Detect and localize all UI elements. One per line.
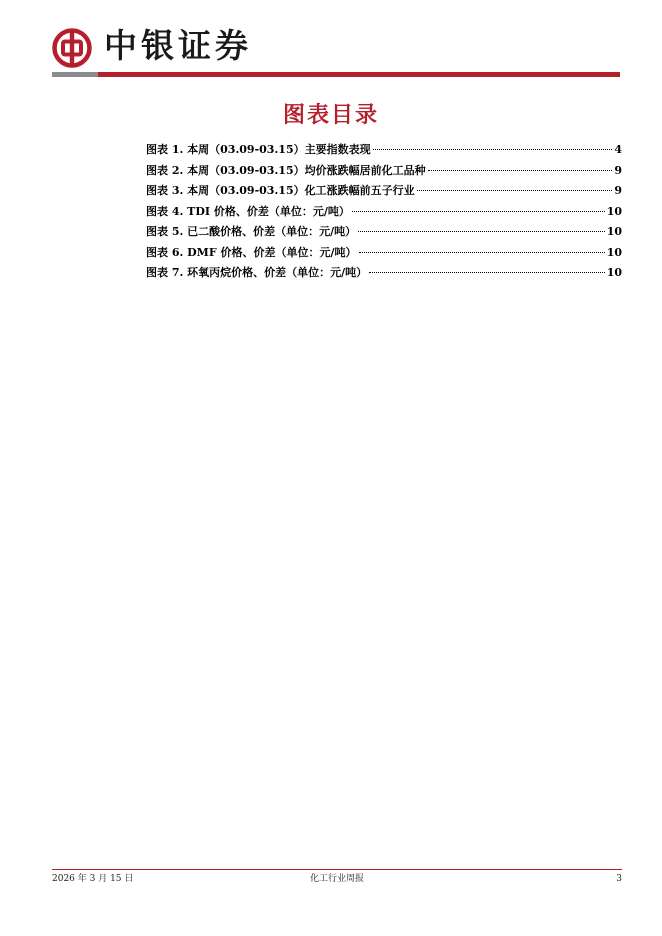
toc-entry[interactable] bbox=[146, 140, 622, 161]
toc-entry[interactable] bbox=[146, 161, 622, 182]
toc-dot-leader bbox=[358, 231, 605, 232]
toc-entry-label: 图表 1. 本周（03.09-03.15）主要指数表现 bbox=[146, 143, 371, 156]
toc-entry-label: 图表 3. 本周（03.09-03.15）化工涨跌幅前五子行业 bbox=[146, 184, 415, 197]
toc-entry[interactable] bbox=[146, 181, 622, 202]
toc-entry[interactable] bbox=[146, 263, 622, 284]
toc-entry-label: 图表 2. 本周（03.09-03.15）均价涨跌幅居前化工品种 bbox=[146, 163, 426, 177]
brand-name: 中银证券 bbox=[104, 26, 252, 65]
header-rule-red bbox=[98, 72, 620, 77]
toc-entry-page: 10 bbox=[606, 266, 622, 279]
toc-dot-leader bbox=[417, 190, 613, 191]
toc-dot-leader bbox=[359, 252, 605, 253]
toc-entry-label: 图表 7. 环氧丙烷价格、价差（单位：元/吨） bbox=[146, 266, 368, 279]
footer-page-number: 3 bbox=[616, 874, 622, 884]
toc-dot-leader bbox=[428, 170, 613, 171]
toc-entry-label: 图表 5. 已二酸价格、价差（单位：元/吨） bbox=[146, 225, 357, 238]
toc-entry-label: 图表 6. DMF 价格、价差（单位：元/吨） bbox=[146, 245, 357, 259]
toc-entry-page: 10 bbox=[606, 245, 622, 259]
toc-dot-leader bbox=[369, 272, 605, 273]
toc-list bbox=[146, 140, 622, 284]
toc-entry-page: 9 bbox=[614, 163, 622, 177]
toc-entry-page: 10 bbox=[606, 204, 622, 218]
toc-dot-leader bbox=[352, 211, 605, 212]
toc-entry-page: 9 bbox=[614, 184, 622, 197]
toc-entry-label: 图表 4. TDI 价格、价差（单位：元/吨） bbox=[146, 204, 350, 218]
page-footer bbox=[52, 871, 622, 887]
toc-title: 图表目录 bbox=[282, 102, 379, 128]
bank-of-china-logo-icon bbox=[52, 28, 92, 68]
footer-rule bbox=[52, 869, 622, 870]
footer-date: 2026 年 3 月 15 日 bbox=[52, 874, 134, 884]
toc-entry-page: 4 bbox=[614, 143, 622, 156]
footer-report-type: 化工行业周报 bbox=[309, 874, 364, 884]
page-header bbox=[0, 0, 662, 80]
toc-entry-page: 10 bbox=[606, 225, 622, 238]
toc-dot-leader bbox=[373, 149, 613, 150]
toc-entry[interactable] bbox=[146, 202, 622, 223]
toc-entry[interactable] bbox=[146, 243, 622, 264]
header-rule-gray bbox=[52, 72, 98, 77]
toc-entry[interactable] bbox=[146, 222, 622, 243]
